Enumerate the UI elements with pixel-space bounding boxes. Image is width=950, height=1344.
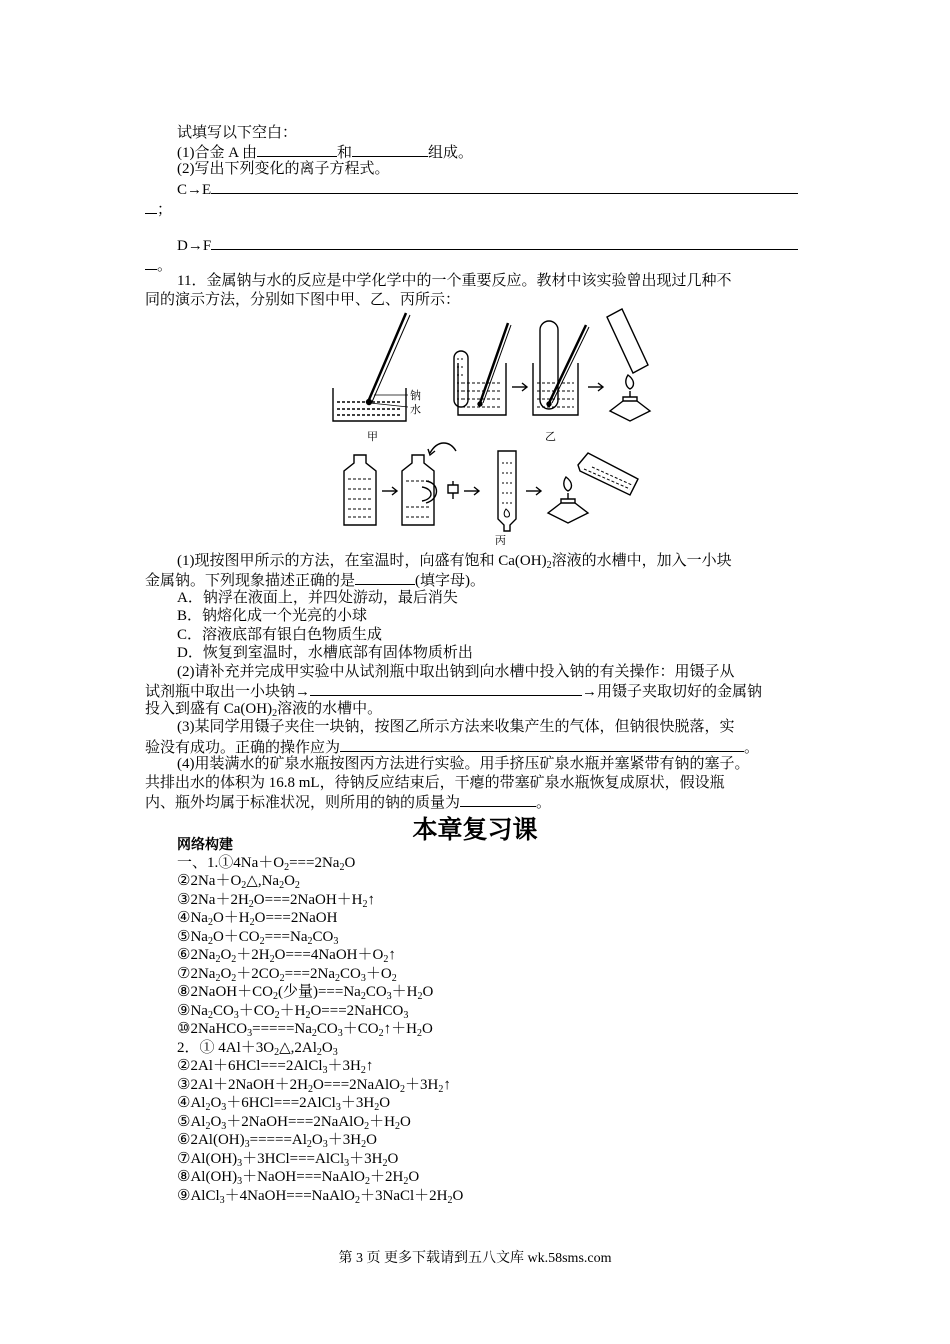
- option-a: A．钠浮在液面上，并四处游动，最后消失: [177, 590, 458, 606]
- equation-text: O===4NaOH＋O: [274, 947, 384, 963]
- equation: [177, 1169, 419, 1185]
- equation-text: O: [452, 1188, 464, 1204]
- lamp-and-bottle-bing: [548, 453, 638, 523]
- subscript: 3: [360, 973, 366, 984]
- equation-line: [177, 1150, 398, 1168]
- subscript: 3: [221, 1102, 227, 1113]
- equation-text: ＋3H: [340, 1095, 375, 1111]
- equation: [177, 1077, 451, 1093]
- subscript: 2: [395, 1121, 400, 1132]
- q11-part4-text: 。: [536, 795, 552, 811]
- equation-text: O===2NaHCO: [310, 1003, 404, 1019]
- subscript: 2: [360, 1065, 366, 1076]
- q11-part3-text: 。: [744, 740, 760, 756]
- subscript: 2: [403, 1176, 409, 1187]
- q10-ce-tail: [145, 199, 172, 219]
- equation-line: [177, 965, 397, 983]
- equation: [177, 1003, 408, 1019]
- answer-blank[interactable]: [310, 681, 582, 696]
- equation-text: O: [400, 1114, 411, 1130]
- equation-text: O: [421, 1021, 433, 1037]
- subscript: 2: [274, 1047, 280, 1058]
- subscript: 2: [294, 880, 300, 891]
- q11-part1-text: 溶液的水槽中，加入一小块: [551, 553, 732, 569]
- subscript: 3: [335, 1102, 341, 1113]
- equation: [177, 929, 338, 945]
- subscript: 3: [332, 1047, 338, 1058]
- equation-text: CO: [212, 1003, 234, 1019]
- answer-blank[interactable]: [460, 792, 536, 807]
- subscript: 2: [447, 1195, 453, 1206]
- equation: [177, 1021, 433, 1037]
- equation-text: O＋H: [212, 910, 250, 926]
- option-d: D．恢复到室温时，水槽底部有固体物质析出: [177, 645, 473, 661]
- equation-text: O===2NaOH: [254, 910, 338, 926]
- subscript: 3: [247, 1028, 253, 1039]
- tweezers-jia: [368, 313, 410, 402]
- punctuation: ；: [157, 202, 173, 218]
- q11-part4: [145, 792, 551, 812]
- subscript: 3: [344, 1158, 350, 1169]
- equation-text: ① 4Al＋3O: [199, 1040, 275, 1056]
- experiment-figure: [330, 303, 660, 545]
- equation-text: O: [210, 1114, 222, 1130]
- subscript: 2: [399, 1084, 405, 1095]
- equation-text: CO: [316, 1021, 338, 1037]
- page-footer: 第 3 页 更多下载请到五八文库 wk.58sms.com: [338, 1251, 612, 1266]
- subscript: 3: [386, 991, 392, 1002]
- equation-line: [177, 854, 355, 872]
- equation-text: O: [387, 1151, 399, 1167]
- subscript: 3: [403, 1010, 409, 1021]
- label-water: 水: [410, 403, 421, 416]
- equation-line: [177, 909, 337, 927]
- q11-part2-text: →用镊子夹取切好的金属钠: [582, 684, 763, 700]
- equation-text: ⑨AlCl: [177, 1188, 220, 1204]
- bottle-bing-2-squeezed: [402, 443, 456, 525]
- subscript: 2: [374, 1102, 380, 1113]
- subscript: 2: [382, 1158, 388, 1169]
- equation-text: ↑: [443, 1077, 451, 1093]
- equation-line: [177, 1002, 408, 1020]
- equation-text: O: [220, 947, 232, 963]
- subscript: 3: [219, 1195, 225, 1206]
- equation-text: ＋2H: [369, 1169, 404, 1185]
- subscript: 2: [364, 1176, 370, 1187]
- subscript: 3: [244, 1139, 250, 1150]
- equation-text: ↑: [388, 947, 396, 963]
- equation-text: ＋O: [365, 966, 392, 982]
- option-c: C．溶液底部有银白色物质生成: [177, 627, 383, 643]
- equation-text: O: [210, 1095, 222, 1111]
- q11-part2-text: 投入到盛有 Ca(OH): [145, 701, 273, 717]
- subscript: 2: [335, 973, 340, 984]
- equation-text: O: [284, 873, 295, 889]
- answer-blank[interactable]: [340, 737, 744, 752]
- equation: [177, 1095, 390, 1111]
- answer-blank[interactable]: [352, 142, 428, 157]
- q11-part4: (4)用装满水的矿泉水瓶按图丙方法进行实验。用手挤压矿泉水瓶并塞紧带有钠的塞子。: [177, 756, 750, 772]
- answer-blank[interactable]: [145, 199, 157, 214]
- equation-text: ＋2NaOH===2NaAlO: [226, 1114, 365, 1130]
- equation-line: [177, 1057, 373, 1075]
- equation-text: ⑤Na: [177, 929, 208, 945]
- equation-line: [177, 1168, 419, 1186]
- equation-text: O: [344, 855, 356, 871]
- subscript: 3: [221, 1121, 227, 1132]
- subscript: 2: [241, 880, 247, 891]
- bottle-bing-1: [344, 455, 376, 525]
- equation-text: O: [422, 984, 434, 1000]
- equation-text: ＋CO: [238, 1003, 275, 1019]
- subscript: 2: [360, 991, 366, 1002]
- equation-text: =====Na: [252, 1021, 312, 1037]
- equation: [177, 1151, 398, 1167]
- subscript: 2: [305, 1010, 311, 1021]
- equation-line: [177, 1187, 463, 1205]
- label-leader: [370, 403, 408, 407]
- equation-text: CO: [340, 966, 361, 982]
- subscript: 2: [354, 1195, 360, 1206]
- equation-text: ⑧2NaOH＋CO: [177, 984, 273, 1000]
- equation-text: ＋3H: [404, 1077, 439, 1093]
- equation-text: O===2NaOH＋H: [253, 892, 363, 908]
- equation-text: ===2Na: [284, 966, 335, 982]
- subscript: 2: [362, 899, 368, 910]
- subscript: 3: [322, 1065, 328, 1076]
- subscript: 3: [337, 1028, 343, 1039]
- equation-text: ⑦Al(OH): [177, 1151, 238, 1167]
- equation-text: ＋2CO: [236, 966, 280, 982]
- subscript: 2: [306, 1139, 312, 1150]
- chapter-review-title: 本章复习课: [412, 815, 538, 844]
- equation-line: [177, 1094, 390, 1112]
- subscript: 2: [391, 973, 397, 984]
- subscript: 3: [333, 936, 339, 947]
- q11-part2-text: 试剂瓶中取出一小块钠→: [145, 684, 311, 700]
- subscript: 2: [205, 1102, 211, 1113]
- subscript: 2: [339, 862, 345, 873]
- equation-text: ↑＋H: [383, 1021, 417, 1037]
- equation-label: D→F: [177, 238, 212, 254]
- subscript: 2: [416, 1028, 422, 1039]
- q11-part1-text: (填字母)。: [415, 573, 486, 589]
- answer-blank[interactable]: [257, 142, 337, 157]
- equation-text: O: [311, 1132, 323, 1148]
- subscript: 2: [274, 1010, 280, 1021]
- equation-line: [177, 928, 338, 946]
- equation-text: ⑨Na: [177, 1003, 208, 1019]
- equation: [177, 1058, 373, 1074]
- subscript: 2: [307, 936, 313, 947]
- equation: [177, 966, 397, 982]
- equation-text: ＋CO: [342, 1021, 379, 1037]
- q11-part4-text: 内、瓶外均属于标准状况，则所用的钠的质量为: [145, 795, 461, 811]
- equation-text: O＋CO: [212, 929, 260, 945]
- subscript: 2: [269, 954, 275, 965]
- equation: [177, 1114, 411, 1130]
- equation-text: △,Na: [246, 873, 280, 889]
- equation-text: ＋3H: [327, 1132, 362, 1148]
- equation-text: O: [220, 966, 232, 982]
- label-jia: 甲: [367, 430, 378, 443]
- equation: [177, 892, 375, 908]
- equation-text: ===2Na: [289, 855, 340, 871]
- equation: [177, 947, 396, 963]
- sodium-piece: [367, 400, 372, 405]
- subscript: 2: [215, 954, 221, 965]
- equation-text: ＋6HCl===2AlCl: [226, 1095, 336, 1111]
- q11-part1-text: 金属钠。下列现象描述正确的是: [145, 573, 356, 589]
- equation-line: [177, 872, 300, 890]
- equation-text: △,2Al: [279, 1040, 317, 1056]
- answer-blank[interactable]: [211, 235, 798, 250]
- subscript: 2: [361, 1139, 367, 1150]
- subscript: 2: [207, 936, 213, 947]
- equation-text: ⑤Al: [177, 1114, 206, 1130]
- subscript: 2: [417, 991, 423, 1002]
- q11-part1: [145, 570, 485, 590]
- q10-part1-text: (1)合金 A 由: [177, 145, 257, 161]
- subscript: 2: [272, 991, 278, 1002]
- equation-line: [177, 1020, 433, 1038]
- subscript: 2: [546, 560, 552, 571]
- equation-text: ↑: [367, 892, 375, 908]
- stopper-with-sodium: [448, 481, 458, 499]
- equation-text: ③2Na＋2H: [177, 892, 249, 908]
- equation: [177, 1188, 463, 1204]
- equation-text: ④Na: [177, 910, 208, 926]
- equation-text: O: [408, 1169, 420, 1185]
- beaker-yi-2: [533, 321, 589, 415]
- q11-part3-text: 验没有成功。正确的操作应为: [145, 740, 341, 756]
- q11-part2-text: 溶液的水槽中。: [277, 701, 383, 717]
- bottle-bing-3: [498, 451, 516, 531]
- q10-part1-text: 和: [337, 145, 353, 161]
- subscript: 2: [316, 1047, 322, 1058]
- subscript: 2: [231, 954, 237, 965]
- label-yi: 乙: [545, 430, 556, 443]
- equation: [177, 873, 300, 889]
- equation-text: ===Na: [264, 929, 308, 945]
- label-na: 钠: [410, 389, 421, 402]
- equation-line: [177, 891, 375, 909]
- subscript: 2: [284, 862, 290, 873]
- subscript: 2: [279, 973, 285, 984]
- equation-text: ＋4NaOH===NaAlO: [224, 1188, 355, 1204]
- q11-part1: [177, 552, 732, 570]
- q10-df-tail: [145, 255, 172, 275]
- subscript: 2: [205, 1121, 211, 1132]
- equation-text: O: [379, 1095, 391, 1111]
- equation: [177, 984, 433, 1000]
- punctuation: 。: [157, 258, 173, 274]
- equation-text: =====Al: [249, 1132, 307, 1148]
- equation-text: ⑩2NaHCO: [177, 1021, 248, 1037]
- subscript: 2: [311, 1028, 317, 1039]
- subscript: 2: [364, 1121, 370, 1132]
- equation-text: ①4Na＋O: [218, 855, 285, 871]
- equation-text: ⑧Al(OH): [177, 1169, 238, 1185]
- equation-text: CO: [312, 929, 334, 945]
- equation-text: O===2NaAlO: [312, 1077, 400, 1093]
- subscript: 2: [307, 1084, 313, 1095]
- equation-text: O: [321, 1040, 333, 1056]
- equation-line: [177, 1076, 451, 1094]
- equation: [177, 1132, 377, 1148]
- equation-text: ②2Na＋O: [177, 873, 242, 889]
- equation-text: ＋NaOH===NaAlO: [242, 1169, 365, 1185]
- q10-part1: [177, 142, 473, 162]
- label-bing: 丙: [495, 534, 506, 545]
- subscript: 2: [215, 973, 221, 984]
- equation-line: [177, 946, 396, 964]
- equation-line: [177, 1131, 377, 1149]
- equation-text: CO: [365, 984, 387, 1000]
- q11-part1-text: (1)现按图甲所示的方法，在室温时，向盛有饱和 Ca(OH): [177, 553, 547, 569]
- subscript: 2: [383, 954, 389, 965]
- equation-text: ＋H: [369, 1114, 395, 1130]
- subscript: 2: [259, 936, 265, 947]
- equation: [218, 855, 355, 871]
- subscript: 2: [207, 1010, 213, 1021]
- section-number: 一、1.: [177, 855, 219, 871]
- subscript: 2: [207, 917, 213, 928]
- q10-part2: (2)写出下列变化的离子方程式。: [177, 161, 390, 177]
- subscript: 3: [322, 1139, 328, 1150]
- equation-text: ②2Al＋6HCl===2AlCl: [177, 1058, 323, 1074]
- q11-part3: (3)某同学用镊子夹住一块钠，按图乙所示方法来收集产生的气体，但钠很快脱落，实: [177, 719, 735, 735]
- q10-df: [177, 235, 798, 255]
- q10-part1-text: 组成。: [428, 145, 474, 161]
- subscript: 2: [231, 973, 237, 984]
- q11-part4: 共排出水的体积为 16.8 mL，待钠反应结束后，干瘪的带塞矿泉水瓶恢复成原状，假设瓶: [145, 775, 725, 791]
- answer-blank[interactable]: [145, 255, 157, 270]
- equation-text: ↑: [365, 1058, 374, 1074]
- section-number: 2．: [177, 1040, 200, 1056]
- equation-text: ＋3HCl===AlCl: [242, 1151, 345, 1167]
- equation-text: ③2Al＋2NaOH＋2H: [177, 1077, 308, 1093]
- equation-label: C→E: [177, 182, 212, 198]
- q10-prompt: 试填写以下空白：: [177, 125, 298, 141]
- equation-text: ＋3NaCl＋2H: [359, 1188, 448, 1204]
- q10-ce: [177, 179, 798, 199]
- q11-part2: (2)请补充并完成甲实验中从试剂瓶中取出钠到向水槽中投入钠的有关操作：用镊子从: [177, 664, 735, 680]
- equation-text: ⑥2Al(OH): [177, 1132, 245, 1148]
- subscript: 3: [237, 1176, 243, 1187]
- network-heading: 网络构建: [177, 837, 233, 853]
- subscript: 3: [237, 1158, 243, 1169]
- answer-blank[interactable]: [211, 179, 798, 194]
- equation-text: ＋H: [391, 984, 418, 1000]
- equation-text: ⑦2Na: [177, 966, 216, 982]
- equation-text: ＋3H: [327, 1058, 361, 1074]
- equation-text: ＋3H: [349, 1151, 383, 1167]
- subscript: 2: [378, 1028, 384, 1039]
- equation: [177, 910, 337, 926]
- equation-line: [177, 1039, 338, 1057]
- subscript: 3: [233, 1010, 239, 1021]
- beaker-yi-1: [454, 323, 511, 415]
- q11-part2: [145, 700, 382, 718]
- equation-text: ＋2H: [236, 947, 270, 963]
- q11-intro: 11．金属钠与水的反应是中学化学中的一个重要反应。教材中该实验曾出现过几种不: [177, 273, 732, 289]
- equation-text: ④Al: [177, 1095, 206, 1111]
- q11-part3: [145, 737, 759, 757]
- equation-text: ＋H: [279, 1003, 306, 1019]
- test-tube-and-lamp: [607, 309, 650, 421]
- equation-text: ⑥2Na: [177, 947, 216, 963]
- subscript: 2: [248, 899, 254, 910]
- equation-line: [177, 1113, 411, 1131]
- equation: [200, 1040, 338, 1056]
- equation-text: O: [366, 1132, 377, 1148]
- q11-intro: 同的演示方法，分别如下图中甲、乙、丙所示：: [145, 292, 461, 308]
- subscript: 2: [279, 880, 285, 891]
- option-b: B．钠熔化成一个光亮的小球: [177, 608, 368, 624]
- equation-line: [177, 983, 433, 1001]
- q11-part2: [145, 681, 762, 701]
- answer-blank[interactable]: [355, 570, 415, 585]
- equation-text: (少量)===Na: [277, 984, 361, 1000]
- subscript: 2: [272, 708, 278, 719]
- subscript: 2: [438, 1084, 444, 1095]
- subscript: 2: [249, 917, 255, 928]
